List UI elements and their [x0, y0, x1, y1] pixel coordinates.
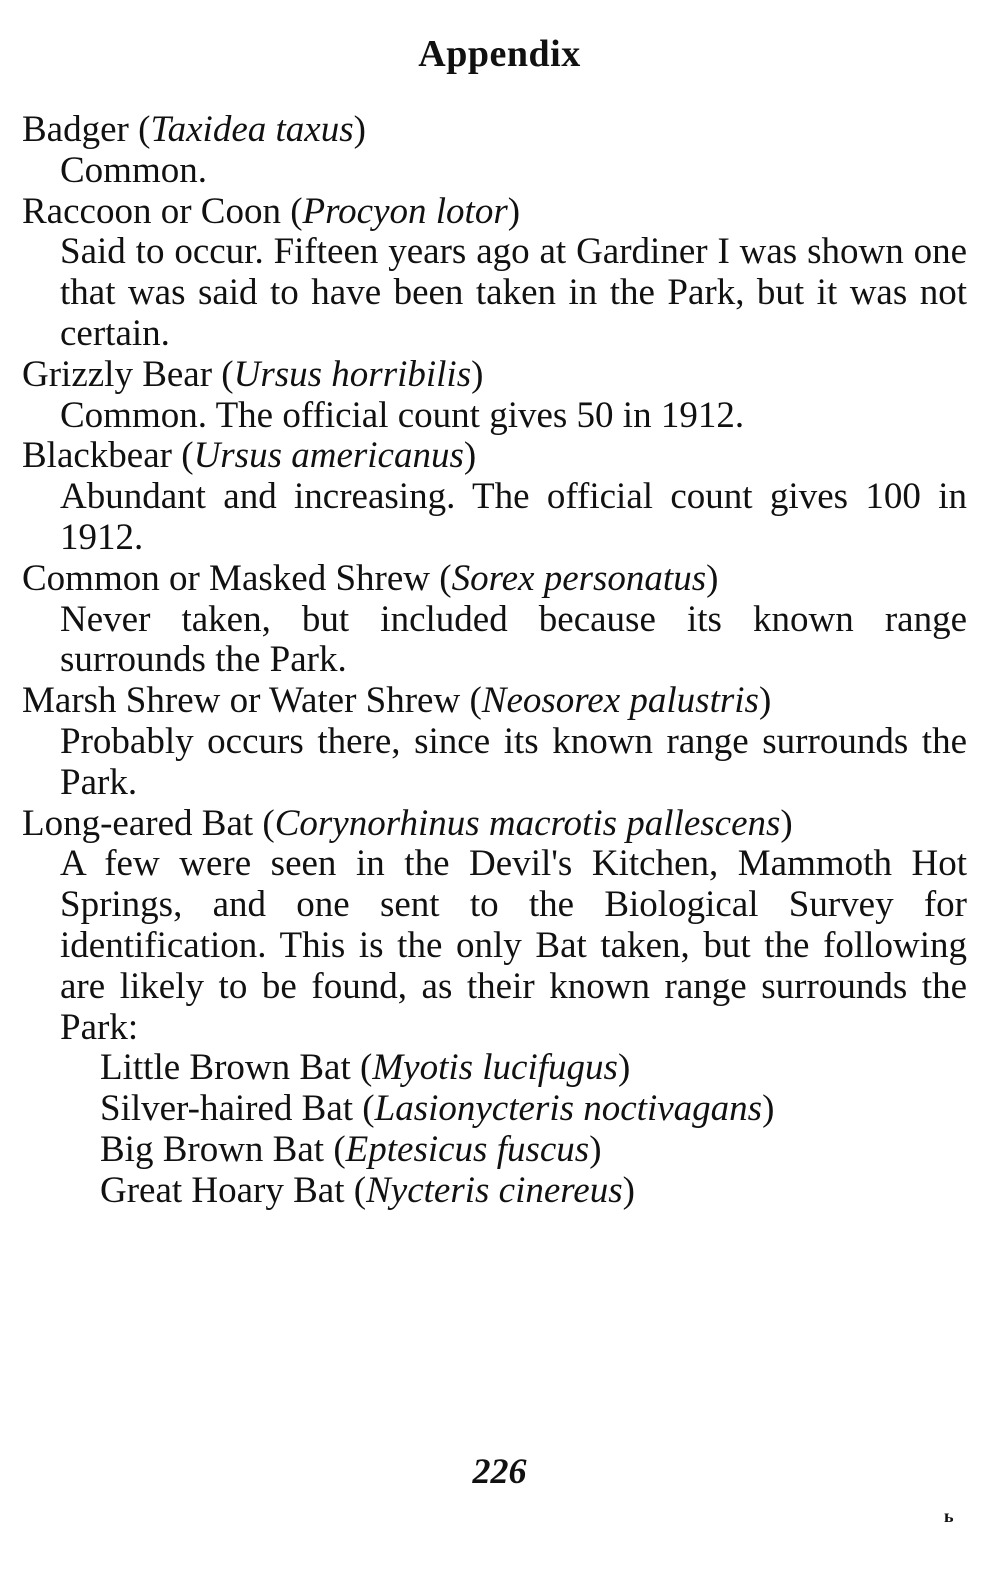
scientific-name: Ursus horribilis: [233, 353, 472, 395]
page-number: 226: [472, 1451, 527, 1491]
common-name: Raccoon or Coon: [22, 190, 281, 232]
entry-description-marsh-shrew: Probably occurs there, since its known range surrounds the Park.: [60, 720, 967, 803]
common-name: Badger: [22, 109, 129, 150]
entry-name-long-eared-bat: Long-eared Bat (Corynorhinus macrotis pallescens): [22, 802, 793, 844]
entry-name-blackbear: Blackbear (Ursus americanus): [22, 435, 477, 477]
entry-name-grizzly-bear: Grizzly Bear (Ursus horribilis): [22, 353, 484, 395]
entry-description-masked-shrew: Never taken, but included because its known range surrounds the Park.: [60, 598, 967, 681]
scientific-name: Procyon lotor: [302, 190, 508, 232]
list-item: Silver-haired Bat (Lasionycteris noctivagans): [100, 1088, 775, 1130]
entry-name-masked-shrew: Common or Masked Shrew (Sorex personatus): [22, 557, 719, 599]
scientific-name: Taxidea taxus: [150, 109, 354, 150]
scientific-name: Lasionycteris noctivagans: [374, 1088, 763, 1130]
scientific-name: Nycteris cinereus: [366, 1169, 623, 1211]
likely-bats-list: [100, 1048, 967, 1211]
common-name: Long-eared Bat: [22, 802, 254, 844]
common-name: Little Brown Bat: [100, 1047, 351, 1089]
entry-description-long-eared-bat: A few were seen in the Devil's Kitchen, Mammoth Hot Springs, and one sent to the Biological Survey for identification. This is the only Bat taken, but the following are likely to be found, as their known range surrounds the Park:: [60, 843, 967, 1048]
list-item: Great Hoary Bat (Nycteris cinereus): [100, 1169, 635, 1211]
scientific-name: Corynorhinus macrotis pallescens: [274, 802, 781, 844]
common-name: Great Hoary Bat: [100, 1169, 345, 1211]
common-name: Grizzly Bear: [22, 353, 213, 395]
scientific-name: Ursus americanus: [193, 435, 464, 477]
species-list: [22, 110, 967, 1212]
entry-description-blackbear: Abundant and increasing. The official count gives 100 in 1912.: [60, 476, 967, 558]
stray-mark: ь: [944, 1506, 954, 1526]
common-name: Silver-haired Bat: [100, 1088, 354, 1130]
list-item: Little Brown Bat (Myotis lucifugus): [100, 1047, 631, 1089]
scientific-name: Myotis lucifugus: [372, 1047, 618, 1089]
entry-description-badger: Common.: [60, 149, 207, 191]
entry-name-marsh-shrew: Marsh Shrew or Water Shrew (Neosorex palustris): [22, 680, 772, 722]
common-name: Blackbear: [22, 435, 172, 477]
entry-name-raccoon: Raccoon or Coon (Procyon lotor): [22, 190, 521, 232]
common-name: Big Brown Bat: [100, 1128, 325, 1170]
scientific-name: Eptesicus fuscus: [345, 1128, 590, 1170]
entry-description-grizzly-bear: Common. The official count gives 50 in 1912.: [60, 394, 745, 436]
list-item: Big Brown Bat (Eptesicus fuscus): [100, 1128, 602, 1170]
entry-description-raccoon: Said to occur. Fifteen years ago at Gardiner I was shown one that was said to have been taken in the Park, but it was not certain.: [60, 231, 967, 354]
entry-name-badger: Badger (Taxidea taxus): [22, 109, 366, 150]
common-name: Common or Masked Shrew: [22, 557, 430, 599]
page-title: Appendix: [418, 33, 581, 75]
common-name: Marsh Shrew or Water Shrew: [22, 680, 461, 722]
scientific-name: Neosorex palustris: [481, 680, 759, 722]
scientific-name: Sorex personatus: [451, 557, 707, 599]
